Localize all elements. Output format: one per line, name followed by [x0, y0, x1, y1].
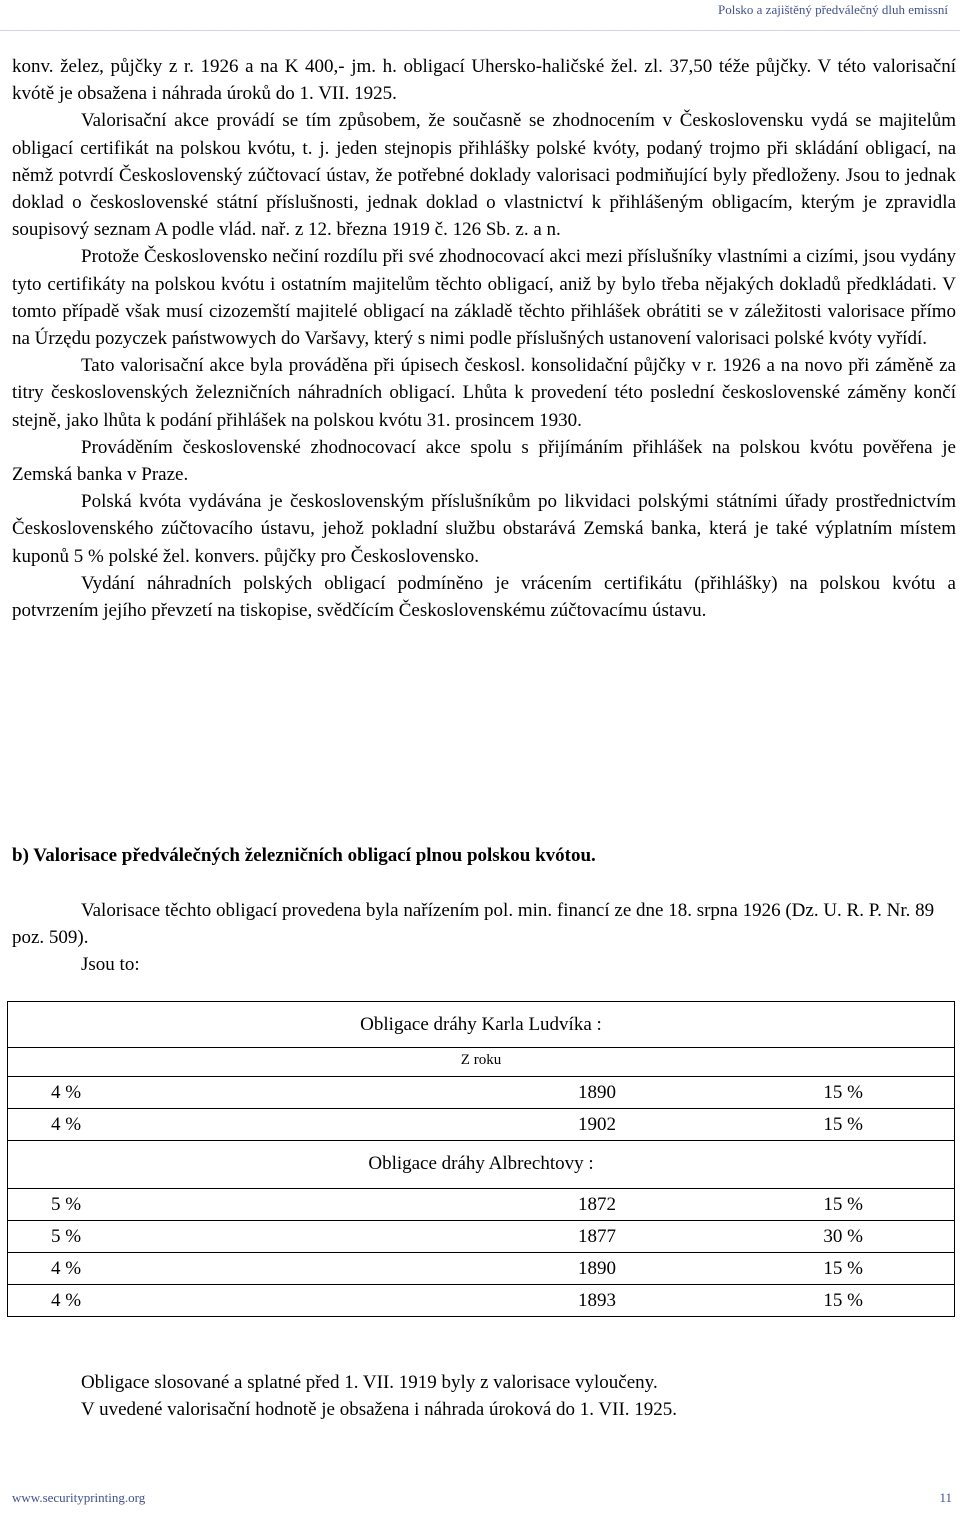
paragraph: Prováděním československé zhodnocovací akce spolu s přijímáním přihlášek na polskou kvótu pověřena je Zemská banka v Praze.: [12, 436, 956, 486]
bond-table: [7, 1001, 955, 1317]
year-cell: 1890: [578, 1258, 616, 1279]
group-caption-karl-ludwig: Obligace dráhy Karla Ludvíka :: [360, 1014, 602, 1035]
quota-cell: 15 %: [823, 1082, 863, 1103]
paragraph: Protože Československo nečiní rozdílu při své zhodnocovací akci mezi příslušníky vlastními a cizími, jsou vydány tyto certifikáty na polskou kvótu i ostatním majitelům těchto obligací, aniž by bylo třeba nějakých dokladů předkládati. V tomto případě však musí cizozemští majitelé obligací na základě těchto přihlášek obrátiti se v záležitosti valorisace přímo na Úrzędu pozyczek państwowych do Varšavy, který s nimi podle příslušných ustanovení valorisaci polské kvóty vyřídí.: [12, 246, 956, 350]
table-divider: [7, 1047, 955, 1048]
year-cell: 1890: [578, 1082, 616, 1103]
section-intro: [12, 897, 956, 978]
year-cell: 1893: [578, 1290, 616, 1311]
quota-cell: 30 %: [823, 1226, 863, 1247]
paragraph: konv. želez, půjčky z r. 1926 a na K 400,- jm. h. obligací Uhersko-haličské žel. zl. 37,50 téže půjčky. V této valorisační kvótě je obsažena i náhrada úroků do 1. VII. 1925.: [12, 56, 956, 105]
year-cell: 1877: [578, 1226, 616, 1247]
intro-line: Jsou to:: [81, 954, 140, 975]
paragraph: Polská kvóta vydávána je československým příslušníkům po likvidaci polskými státními úřady prostřednictvím Československého zúčtovacího ústavu, jehož pokladní službu obstarává Zemská banka, která je také výplatním místem kuponů 5 % polské žel. konvers. půjčky pro Československo.: [12, 491, 956, 567]
page-number: 11: [939, 1490, 952, 1505]
header-title: Polsko a zajištěný předválečný dluh emissní: [718, 2, 948, 17]
footer-site-link[interactable]: www.securityprinting.org: [12, 1490, 146, 1505]
paragraph: Tato valorisační akce byla prováděna při úpisech českosl. konsolidační půjčky v r. 1926 a na novo při záměně za titry československých železničních náhradních obligací. Lhůta k provedení této poslední československé záměny končí stejně, jako lhůta k podání přihlášek na polskou kvótu 31. prosincem 1930.: [12, 355, 956, 431]
paragraph: Vydání náhradních polských obligací podmíněno je vrácením certifikátu (přihlášky) na polskou kvótu a potvrzením jejího převzetí na tiskopise, svědčícím Československému zúčtovacímu ústavu.: [12, 572, 956, 622]
rate-cell: 4 %: [51, 1082, 82, 1103]
quota-cell: 15 %: [823, 1194, 863, 1215]
body-text: [12, 53, 956, 624]
rate-cell: 5 %: [51, 1226, 82, 1247]
table-divider: [7, 1140, 955, 1141]
rate-cell: 4 %: [51, 1258, 82, 1279]
rate-cell: 4 %: [51, 1290, 82, 1311]
note-line: V uvedené valorisační hodnotě je obsažena i náhrada úroková do 1. VII. 1925.: [81, 1399, 678, 1420]
page-header: [0, 0, 960, 31]
quota-cell: 15 %: [823, 1290, 863, 1311]
rate-cell: 4 %: [51, 1114, 82, 1135]
note-line: Obligace slosované a splatné před 1. VII. 1919 byly z valorisace vyloučeny.: [81, 1372, 658, 1393]
closing-notes: [81, 1369, 941, 1423]
rate-cell: 5 %: [51, 1194, 82, 1215]
year-header: Z roku: [460, 1052, 502, 1068]
intro-line: Valorisace těchto obligací provedena byla nařízením pol. min. financí ze dne 18. srpna 1926 (Dz. U. R. P. Nr. 89 poz. 509).: [12, 900, 935, 948]
section-heading: b) Valorisace předválečných železničních obligací plnou polskou kvótou.: [12, 845, 596, 866]
group-caption-albrecht: Obligace dráhy Albrechtovy :: [368, 1153, 594, 1174]
quota-cell: 15 %: [823, 1114, 863, 1135]
paragraph: Valorisační akce provádí se tím způsobem, že současně se zhodnocením v Československu vydá se majitelům obligací certifikát na polskou kvótu, t. j. jeden stejnopis přihlášky polské kvóty, podaný trojmo při skládání obligací, na němž potvrdí Československý zúčtovací ústav, že potřebné doklady valorisaci podmiňující byly předloženy. Jsou to jednak doklad o československé státní příslušnosti, jednak doklad o vlastnictví k přihlášeným obligacím, kterým je zpravidla soupisový seznam A podle vlád. nař. z 12. března 1919 č. 126 Sb. z. a n.: [12, 110, 956, 241]
year-cell: 1872: [578, 1194, 616, 1215]
year-cell: 1902: [578, 1114, 616, 1135]
quota-cell: 15 %: [823, 1258, 863, 1279]
